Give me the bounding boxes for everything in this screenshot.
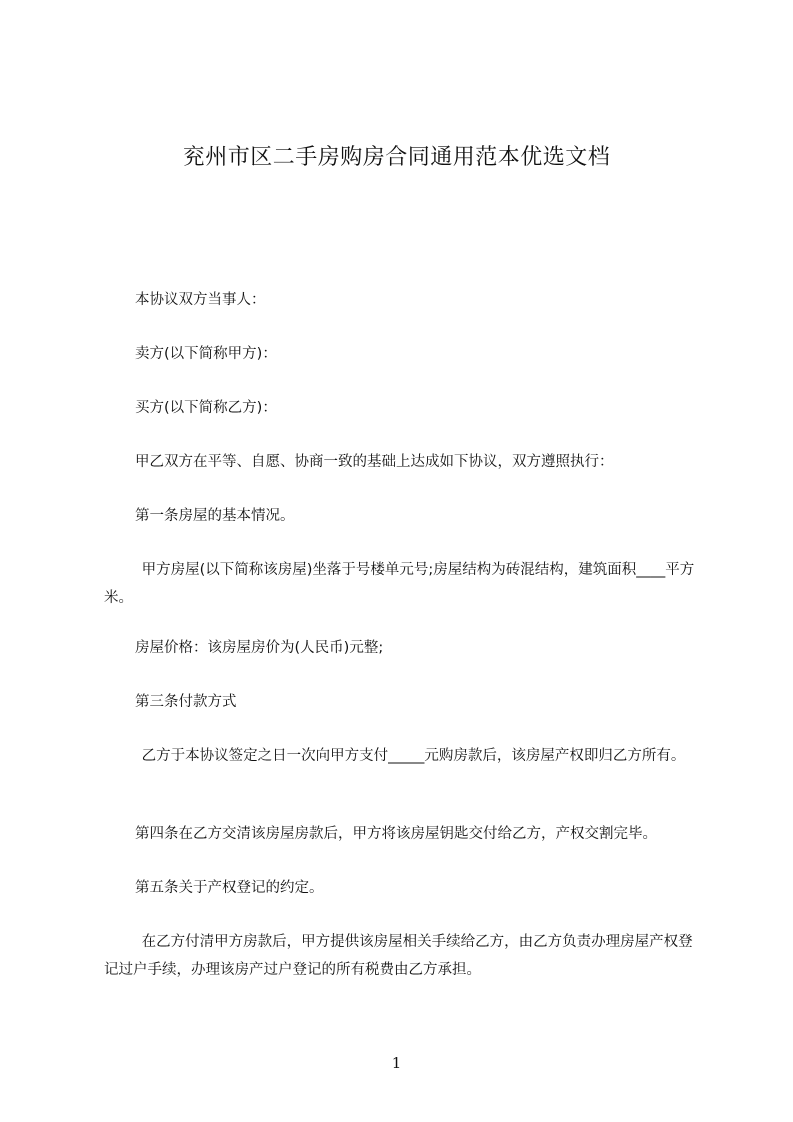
paragraph-article-3-heading: 第三条付款方式 (135, 694, 237, 710)
paragraph-house-location: 甲方房屋(以下简称该房屋)坐落于号楼单元号;房屋结构为砖混结构，建筑面积____平方米。 (104, 562, 695, 606)
paragraph-seller: 卖方(以下简称甲方)： (135, 346, 277, 362)
paragraph-buyer: 买方(以下简称乙方)： (135, 400, 277, 416)
paragraph-parties: 本协议双方当事人： (135, 292, 266, 308)
paragraph-article-5-heading: 第五条关于产权登记的约定。 (135, 880, 324, 896)
document-title: 兖州市区二手房购房合同通用范本优选文档 (182, 145, 611, 170)
paragraph-registration: 在乙方付清甲方房款后，甲方提供该房屋相关手续给乙方，由乙方负责办理房屋产权登记过户手续，办理该房产过户登记的所有税费由乙方承担。 (104, 934, 693, 978)
paragraph-house-price: 房屋价格：该房屋房价为(人民币)元整; (135, 640, 384, 656)
page-number: 1 (391, 1054, 402, 1072)
paragraph-article-1-heading: 第一条房屋的基本情况。 (135, 508, 295, 524)
paragraph-payment: 乙方于本协议签定之日一次向甲方支付_____元购房款后，该房屋产权即归乙方所有。 (137, 748, 686, 764)
paragraph-article-4: 第四条在乙方交清该房屋房款后，甲方将该房屋钥匙交付给乙方，产权交割完毕。 (135, 826, 657, 842)
paragraph-agreement-intro: 甲乙双方在平等、自愿、协商一致的基础上达成如下协议，双方遵照执行： (135, 454, 614, 470)
